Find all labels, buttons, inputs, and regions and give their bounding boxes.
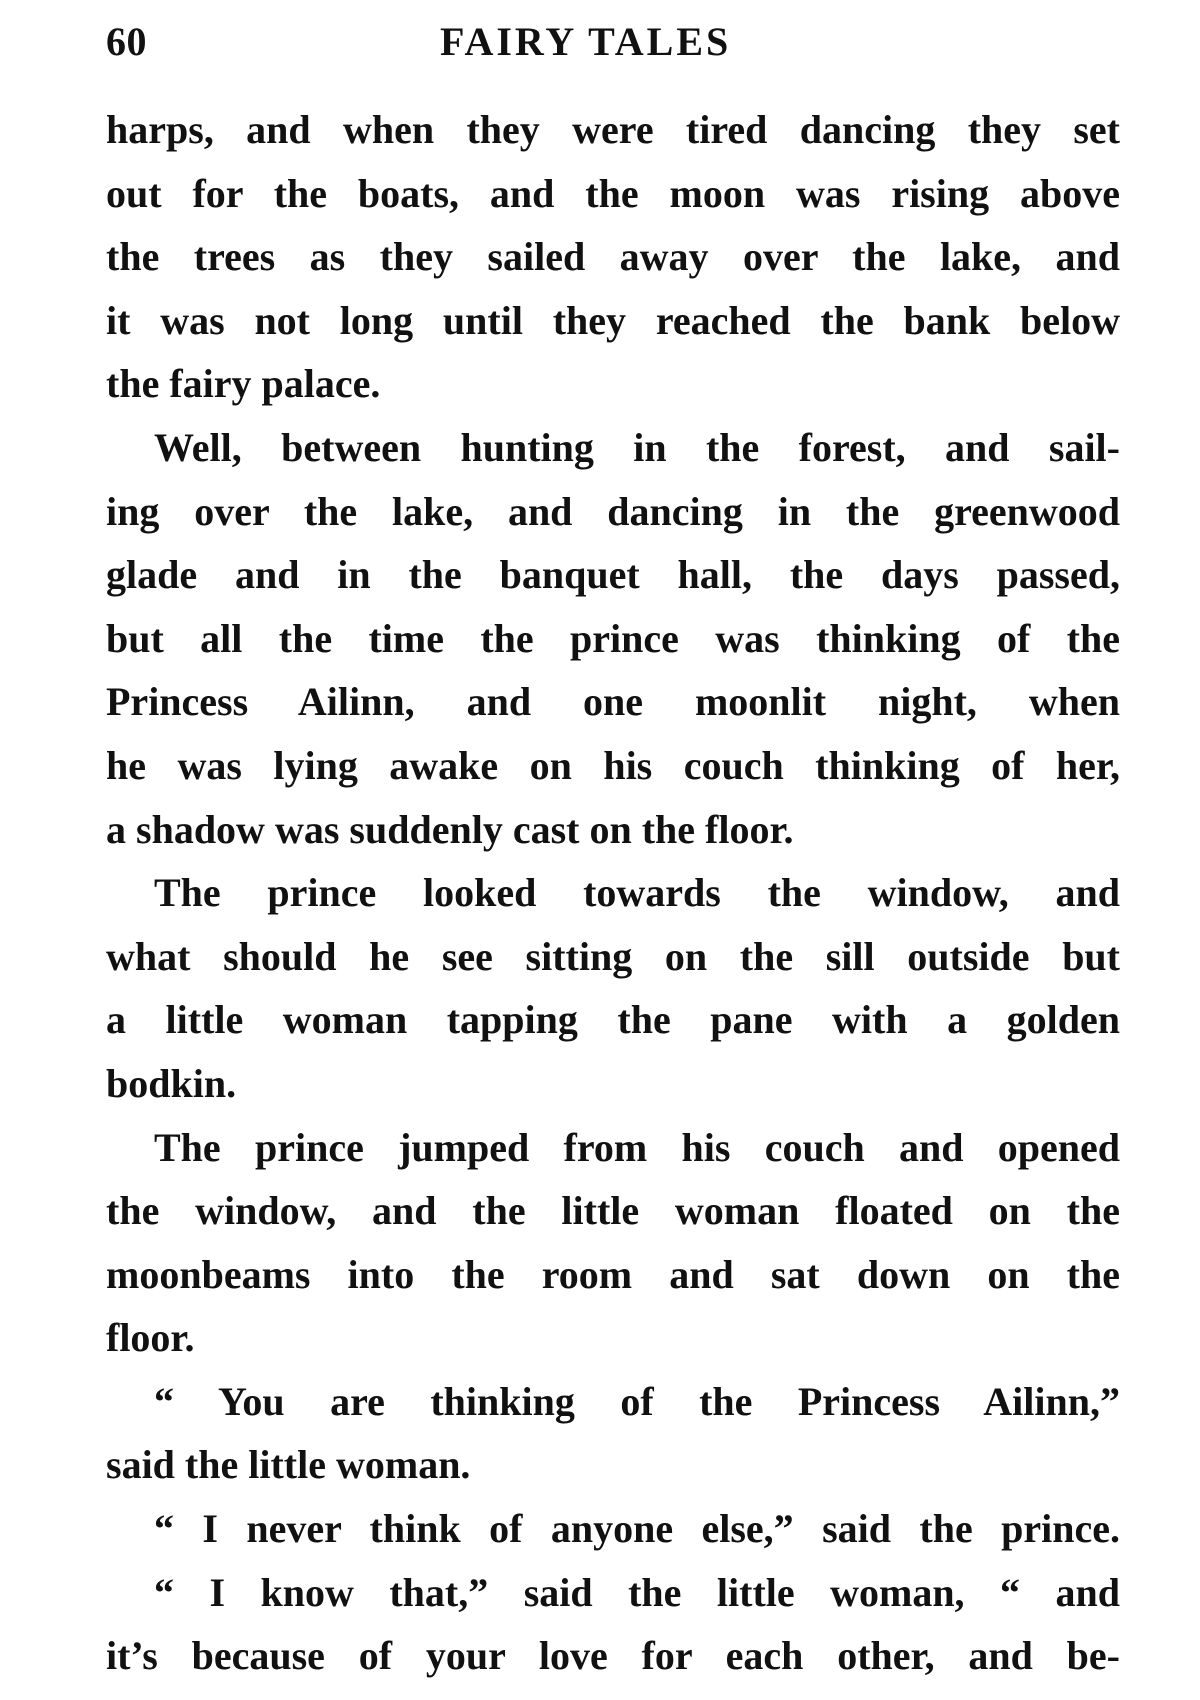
- text-line: a shadow was suddenly cast on the floor.: [106, 806, 794, 852]
- text-line: glade and in the banquet hall, the days passed,: [106, 552, 1120, 598]
- text-line: the trees as they sailed away over the lake, and: [106, 234, 1120, 280]
- paragraph: [106, 1116, 1120, 1370]
- body-text: [106, 98, 1120, 1688]
- text-line: harps, and when they were tired dancing they set: [106, 107, 1120, 152]
- text-line: he was lying awake on his couch thinking of her,: [106, 742, 1120, 788]
- paragraph: [106, 861, 1120, 1115]
- text-line: Well, between hunting in the forest, and sail-: [154, 424, 1120, 470]
- running-title: FAIRY TALES: [440, 19, 732, 64]
- text-line: “ I know that,” said the little woman, “ and: [154, 1569, 1120, 1615]
- text-line: out for the boats, and the moon was rising above: [106, 170, 1120, 216]
- text-line: it was not long until they reached the bank below: [106, 297, 1120, 343]
- paragraph: [106, 1370, 1120, 1497]
- text-line: a little woman tapping the pane with a golden: [106, 997, 1120, 1043]
- paragraph: [106, 98, 1120, 416]
- page-header: [106, 18, 1118, 74]
- text-line: but all the time the prince was thinking of the: [106, 615, 1120, 661]
- text-line: bodkin.: [106, 1060, 237, 1106]
- page-number: 60: [106, 19, 147, 64]
- text-line: floor.: [106, 1315, 195, 1361]
- paragraph: [106, 1561, 1120, 1688]
- text-line: the window, and the little woman floated on the: [106, 1188, 1120, 1234]
- text-line: The prince jumped from his couch and opened: [154, 1124, 1120, 1170]
- text-line: “ You are thinking of the Princess Ailinn,”: [154, 1378, 1120, 1424]
- text-line: Princess Ailinn, and one moonlit night, when: [106, 679, 1120, 725]
- text-line: what should he see sitting on the sill outside but: [106, 933, 1120, 979]
- text-line: “ I never think of anyone else,” said the prince.: [154, 1506, 1120, 1552]
- text-line: ing over the lake, and dancing in the greenwood: [106, 488, 1120, 534]
- paragraph: [106, 1497, 1120, 1561]
- text-line: said the little woman.: [106, 1442, 471, 1488]
- text-line: moonbeams into the room and sat down on the: [106, 1251, 1120, 1297]
- text-line: The prince looked towards the window, and: [154, 870, 1120, 916]
- paragraph: [106, 416, 1120, 861]
- text-line: the fairy palace.: [106, 361, 381, 407]
- text-line: it’s because of your love for each other, and be-: [106, 1633, 1120, 1679]
